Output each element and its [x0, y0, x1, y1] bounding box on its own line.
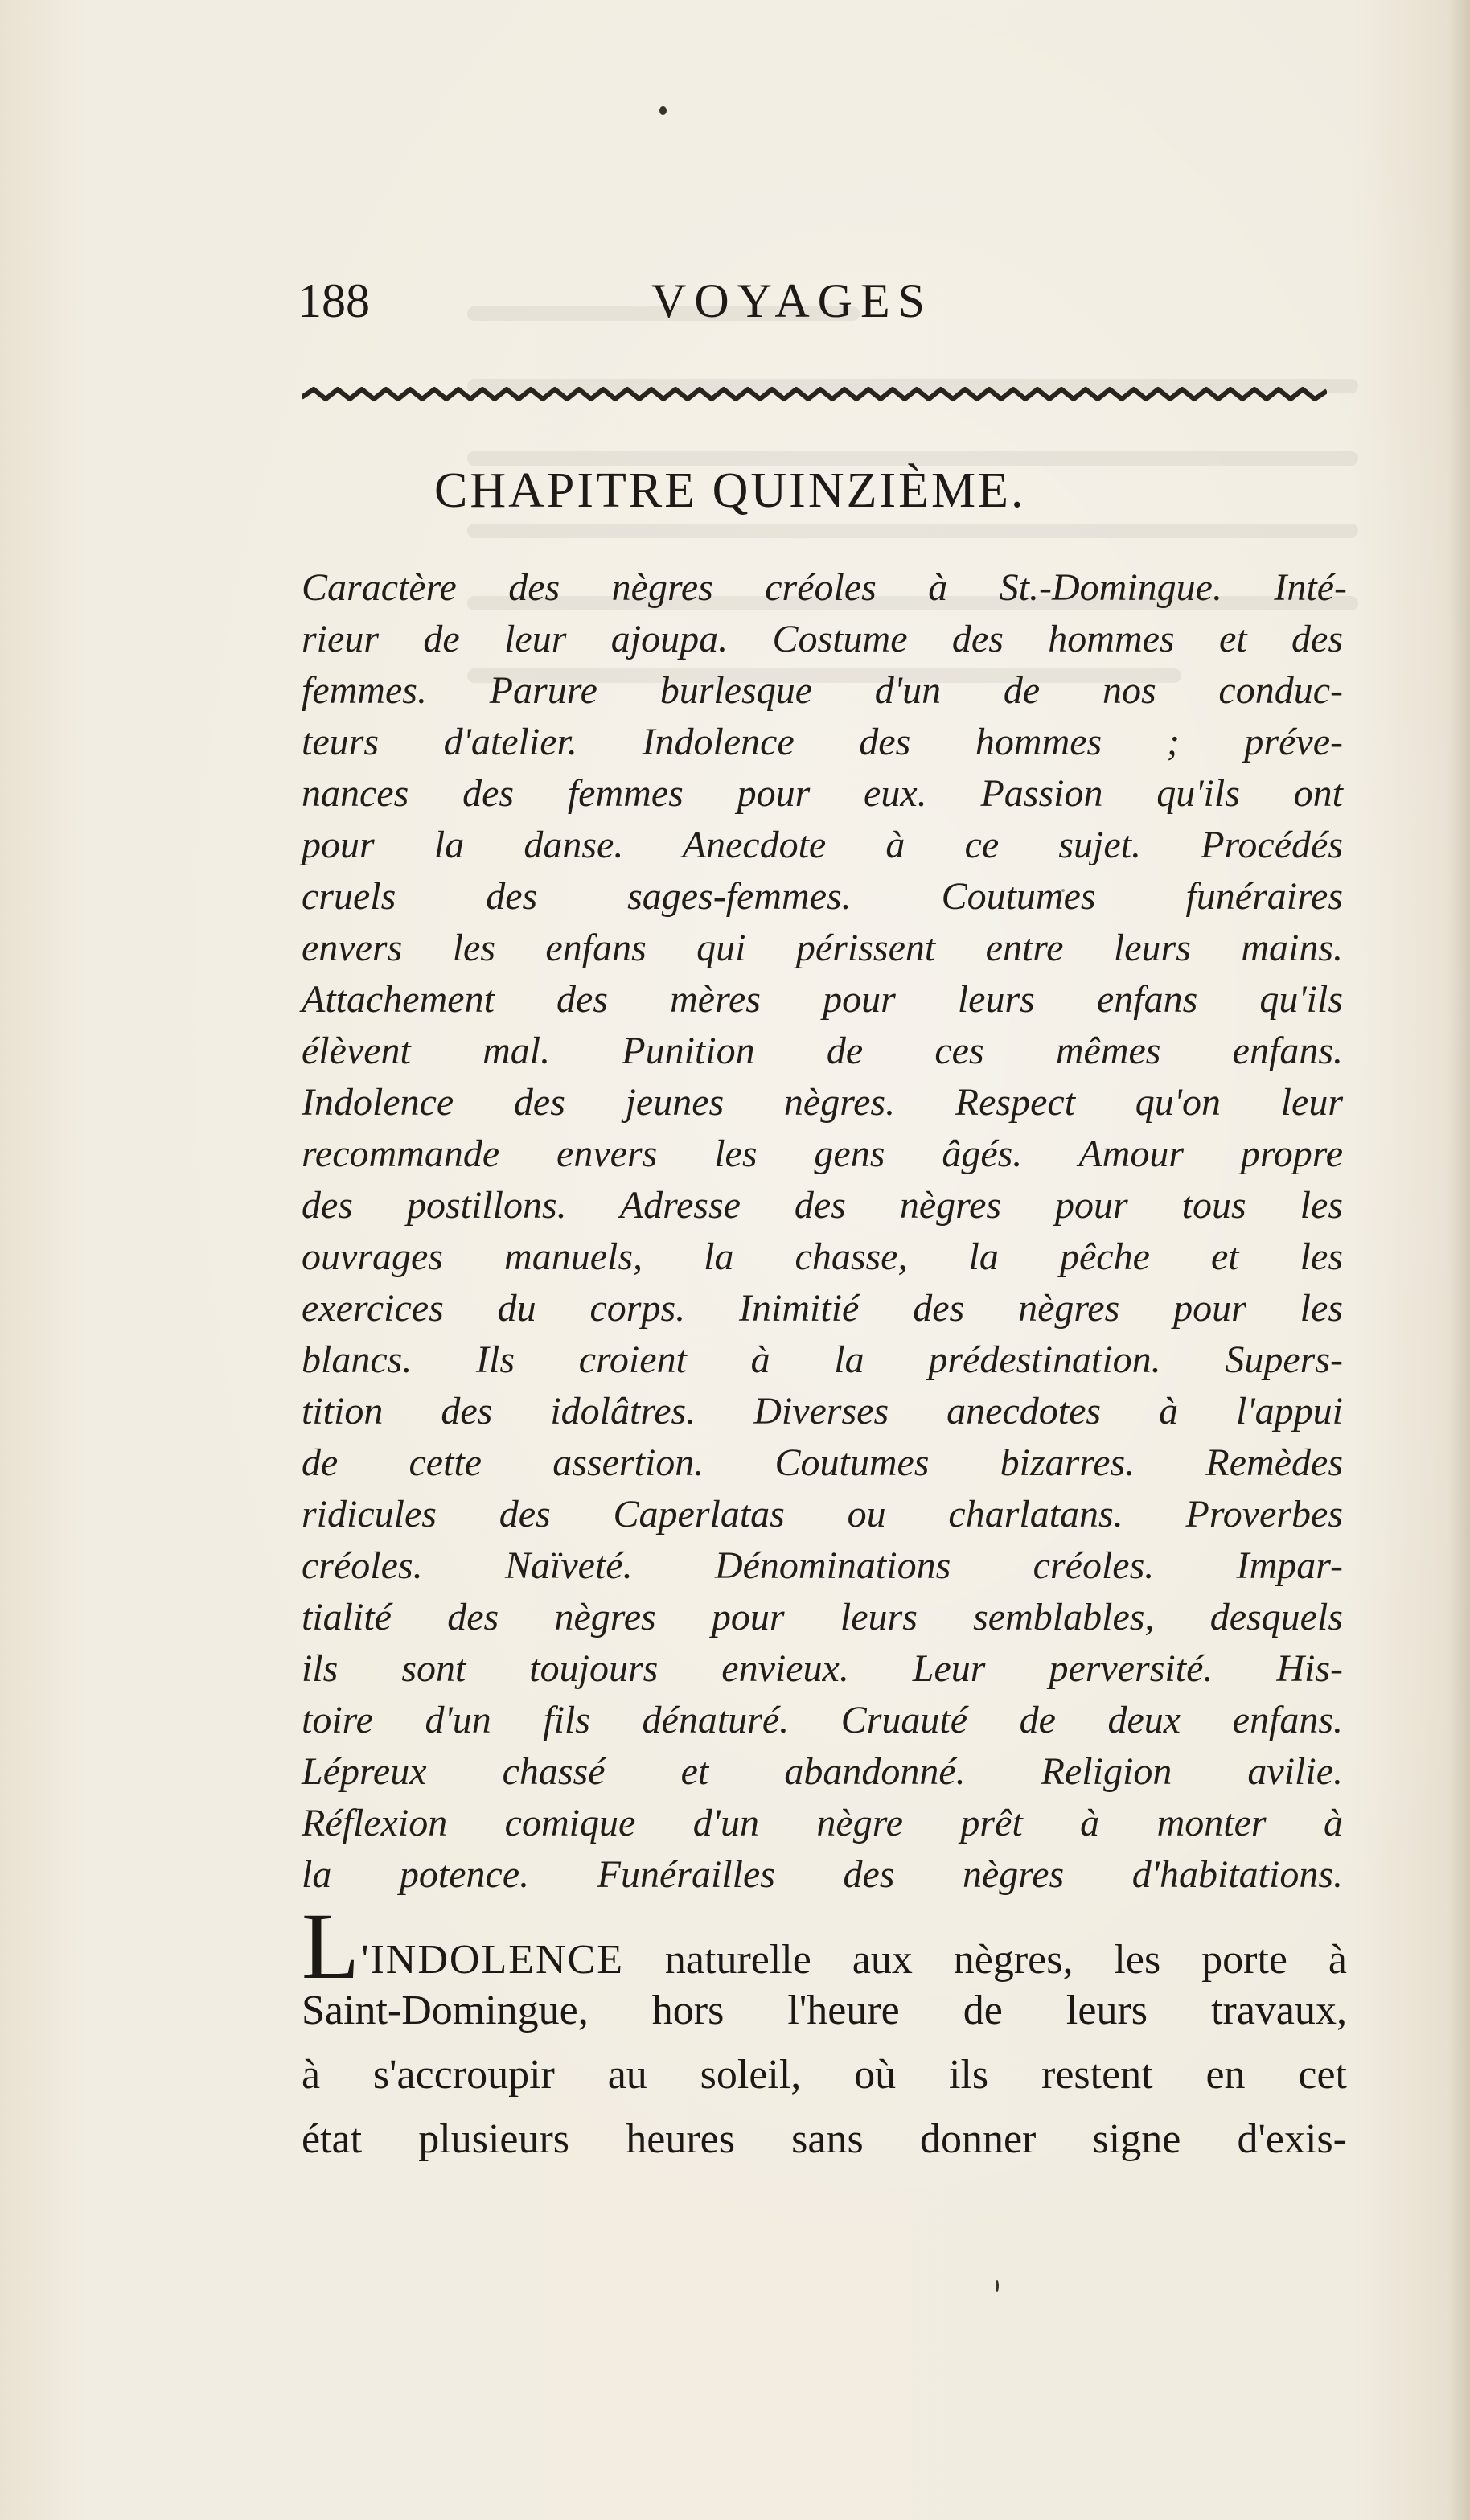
summary-line: rieur de leur ajoupa. Costume des hommes et des — [302, 618, 1343, 660]
summary-line: ouvrages manuels, la chasse, la pêche et les — [302, 1235, 1343, 1278]
ink-speck — [996, 2280, 999, 2292]
summary-line: de cette assertion. Coutumes bizarres. Remèdes — [302, 1441, 1343, 1484]
summary-line: blancs. Ils croient à la prédestination. Supers- — [302, 1338, 1343, 1381]
summary-line: tialité des nègres pour leurs semblables, desquels — [302, 1596, 1343, 1638]
page-header — [298, 273, 1343, 346]
summary-line: Lépreux chassé et abandonné. Religion avilie. — [302, 1750, 1343, 1793]
body-line: état plusieurs heures sans donner signe d'exis- — [302, 2116, 1347, 2162]
chapter-title: CHAPITRE QUINZIÈME. — [434, 463, 1026, 518]
ornamental-rule — [302, 378, 1327, 410]
summary-line: créoles. Naïveté. Dénominations créoles. Impar- — [302, 1544, 1343, 1587]
page-number: 188 — [298, 274, 370, 327]
summary-line: Réflexion comique d'un nègre prêt à monter à — [302, 1802, 1343, 1844]
body-line-first — [302, 1893, 1348, 1999]
body-line: Saint-Domingue, hors l'heure de leurs travaux, — [302, 1988, 1347, 2033]
running-title: VOYAGES — [651, 274, 934, 327]
summary-line: exercices du corps. Inimitié des nègres pour les — [302, 1287, 1343, 1330]
summary-line: femmes. Parure burlesque d'un de nos conduc- — [302, 669, 1343, 712]
summary-line: élèvent mal. Punition de ces mêmes enfans. — [302, 1030, 1343, 1072]
summary-line: toire d'un fils dénaturé. Cruauté de deux enfans. — [302, 1699, 1343, 1741]
summary-line: des postillons. Adresse des nègres pour tous les — [302, 1184, 1343, 1227]
summary-line: la potence. Funérailles des nègres d'habitations. — [302, 1853, 1343, 1896]
summary-line: cruels des sages-femmes. Coutumes funéraires — [302, 875, 1343, 918]
summary-line: ils sont toujours envieux. Leur perversité. His- — [302, 1647, 1343, 1690]
summary-line: nances des femmes pour eux. Passion qu'ils ont — [302, 772, 1343, 815]
summary-line: teurs d'atelier. Indolence des hommes ; préve- — [302, 721, 1343, 763]
summary-line: Indolence des jeunes nègres. Respect qu'on leur — [302, 1081, 1343, 1124]
summary-line: tition des idolâtres. Diverses anecdotes à l'appui — [302, 1390, 1343, 1433]
body-line: à s'accroupir au soleil, où ils restent en cet — [302, 2052, 1347, 2098]
summary-line: recommande envers les gens âgés. Amour propre — [302, 1133, 1343, 1175]
summary-line: pour la danse. Anecdote à ce sujet. Procédés — [302, 824, 1343, 866]
summary-line: Caractère des nègres créoles à St.-Domingue. Inté- — [302, 566, 1347, 609]
summary-line: ridicules des Caperlatas ou charlatans. Proverbes — [302, 1493, 1343, 1535]
summary-line: Attachement des mères pour leurs enfans qu'ils — [302, 978, 1343, 1021]
summary-line: envers les enfans qui périssent entre leurs mains. — [302, 927, 1343, 969]
ink-speck — [659, 106, 667, 115]
first-line-rest: naturelle aux nègres, les porte à — [664, 1937, 1348, 1983]
page-edge-shadow — [1447, 0, 1470, 2520]
drop-cap: L — [302, 1893, 360, 1999]
opening-smallcaps: 'INDOLENCE — [361, 1937, 624, 1983]
